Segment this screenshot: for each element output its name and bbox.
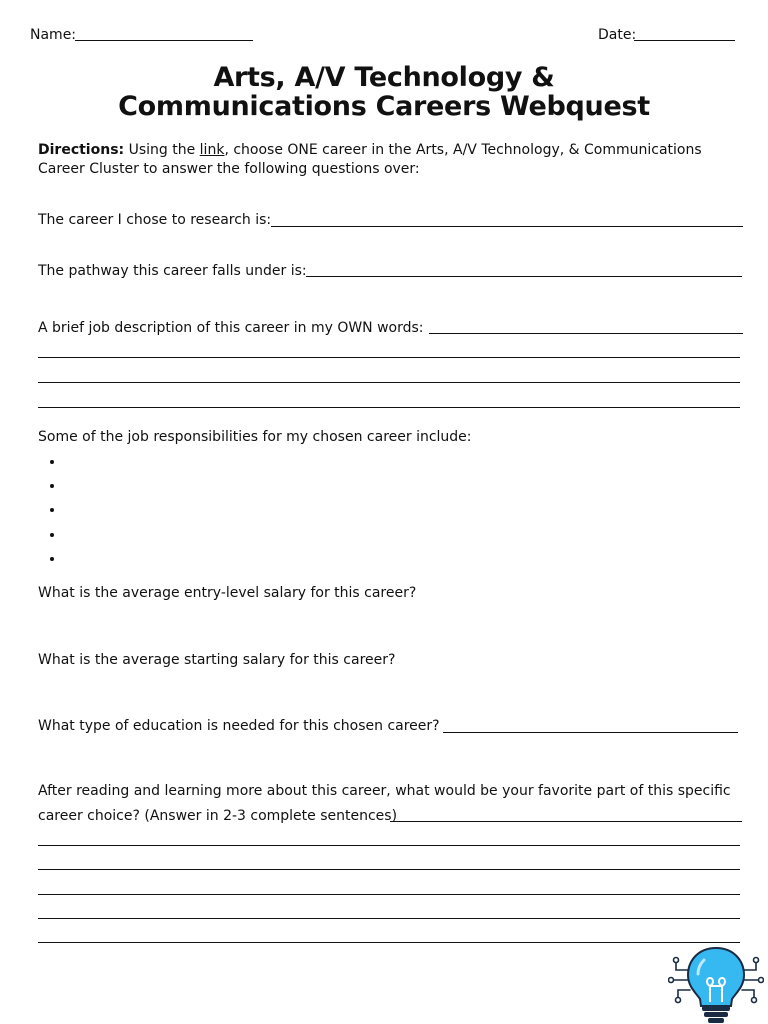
- date-label: Date:: [598, 27, 637, 43]
- directions: [38, 141, 702, 159]
- answer-favorite-line[interactable]: [38, 942, 740, 943]
- answer-favorite-line[interactable]: [38, 845, 740, 846]
- question-favorite-line2: career choice? (Answer in 2-3 complete sentences): [38, 808, 398, 824]
- answer-favorite-line[interactable]: [38, 918, 740, 919]
- name-field[interactable]: [75, 40, 253, 41]
- directions-link[interactable]: link: [199, 142, 225, 158]
- answer-description-line[interactable]: [38, 382, 740, 383]
- page-title-line2: Communications Careers Webquest: [118, 91, 650, 122]
- date-field[interactable]: [634, 40, 735, 41]
- answer-favorite-line[interactable]: [390, 821, 742, 822]
- question-starting-salary: What is the average starting salary for this career?: [38, 652, 396, 668]
- answer-favorite-line[interactable]: [38, 894, 740, 895]
- directions-text-b: , choose ONE career in the Arts, A/V Technology, & Communications: [224, 142, 702, 158]
- answer-description-line[interactable]: [38, 357, 740, 358]
- question-pathway: The pathway this career falls under is:: [38, 263, 307, 279]
- question-career: The career I chose to research is:: [38, 212, 272, 228]
- answer-description-line[interactable]: [429, 333, 743, 334]
- answer-pathway[interactable]: [306, 276, 742, 277]
- directions-line2: Career Cluster to answer the following questions over:: [38, 161, 420, 177]
- question-education: What type of education is needed for this chosen career?: [38, 718, 440, 734]
- question-description: A brief job description of this career in my OWN words:: [38, 320, 424, 336]
- directions-label: Directions:: [38, 142, 125, 158]
- answer-description-line[interactable]: [38, 407, 740, 408]
- answer-education[interactable]: [443, 732, 738, 733]
- responsibility-bullet: [50, 508, 54, 512]
- answer-favorite-line[interactable]: [38, 869, 740, 870]
- responsibility-bullet: [50, 460, 54, 464]
- name-label: Name:: [30, 27, 77, 43]
- responsibility-bullet: [50, 557, 54, 561]
- question-entry-salary: What is the average entry-level salary for this career?: [38, 585, 417, 601]
- directions-text-a: Using the: [124, 142, 200, 158]
- question-favorite-line1: After reading and learning more about this career, what would be your favorite part of this specific: [38, 783, 731, 799]
- answer-career[interactable]: [271, 226, 743, 227]
- responsibility-bullet: [50, 484, 54, 488]
- responsibility-bullet: [50, 533, 54, 537]
- question-responsibilities: Some of the job responsibilities for my chosen career include:: [38, 429, 472, 445]
- page-title-line1: Arts, A/V Technology &: [213, 62, 555, 93]
- lightbulb-circuit-icon: [668, 944, 764, 1024]
